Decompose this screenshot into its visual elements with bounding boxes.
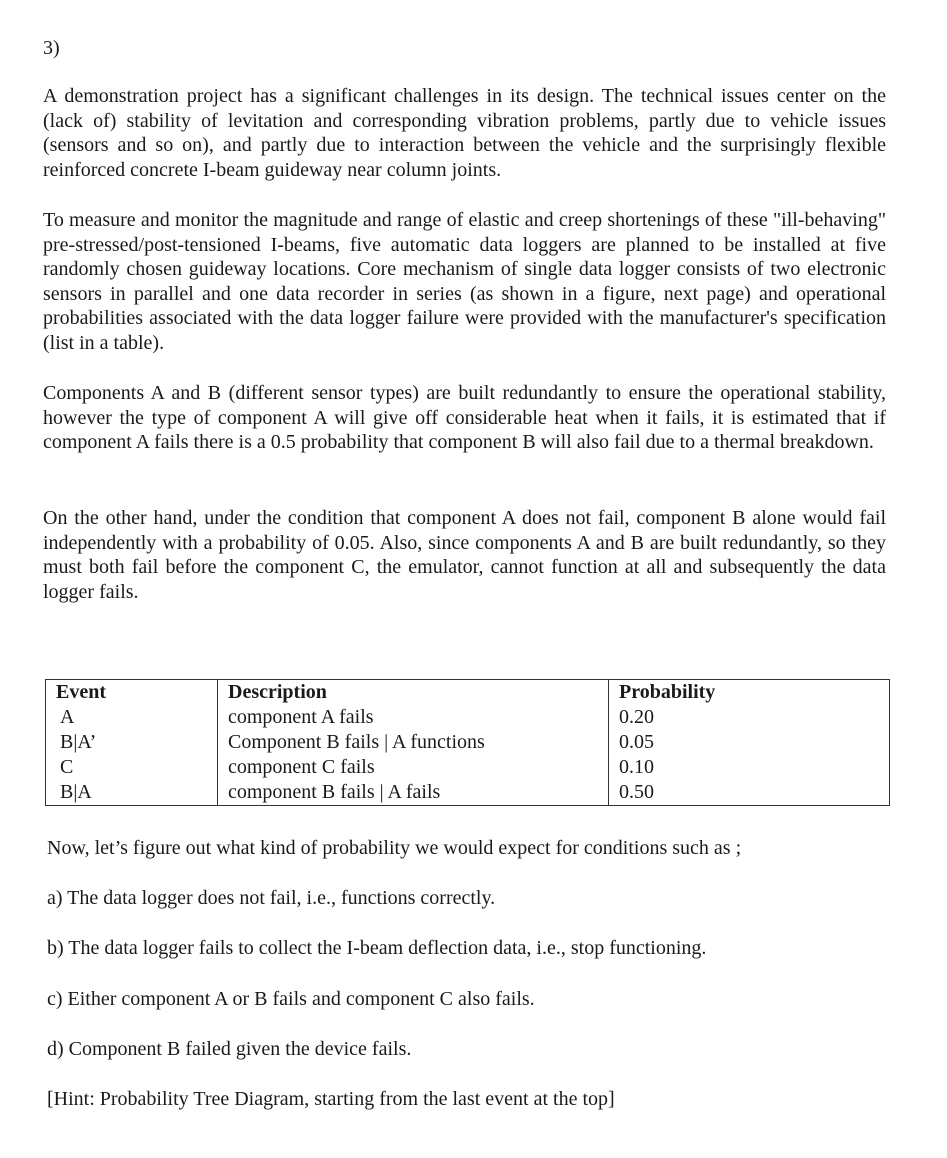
cell-event: C bbox=[46, 755, 218, 780]
probability-table bbox=[45, 679, 890, 806]
paragraph-conditional-failure: On the other hand, under the condition that component A does not fail, component B alone would fail independently with a probability of 0.05. Also, since components A and B are built redundantly, so they must both fail before the component C, the emulator, cannot function at all and subsequently the data logger fails. bbox=[43, 507, 886, 603]
question-b: b) The data logger fails to collect the I-beam deflection data, i.e., stop functioning. bbox=[47, 937, 707, 960]
cell-event: A bbox=[46, 705, 218, 730]
question-c: c) Either component A or B fails and component C also fails. bbox=[47, 987, 535, 1010]
header-description: Description bbox=[218, 680, 609, 706]
cell-probability: 0.05 bbox=[609, 730, 890, 755]
table-row bbox=[46, 755, 890, 780]
cell-probability: 0.10 bbox=[609, 755, 890, 780]
cell-description: component C fails bbox=[218, 755, 609, 780]
question-intro: Now, let’s figure out what kind of probability we would expect for conditions such as ; bbox=[47, 837, 742, 859]
cell-description: component B fails | A fails bbox=[218, 780, 609, 806]
paragraph-data-loggers: To measure and monitor the magnitude and range of elastic and creep shortenings of these "ill-behaving" pre-stressed/post-tensioned I-beams, five automatic data loggers are planned to be installed at five randomly chosen guideway locations. Core mechanism of single data logger consists of two electronic sensors in parallel and one data recorder in series (as shown in a figure, next page) and operational probabilities associated with the data logger failure were provided with the manufacturer's specification (list in a table). bbox=[43, 209, 886, 354]
cell-description: component A fails bbox=[218, 705, 609, 730]
paragraph-intro: A demonstration project has a significant challenges in its design. The technical issues center on the (lack of) stability of levitation and corresponding vibration problems, partly due to vehicle issues (sensors and so on), and partly due to interaction between the vehicle and the surprisingly flexible reinforced concrete I-beam guideway near column joints. bbox=[43, 85, 886, 181]
cell-description: Component B fails | A functions bbox=[218, 730, 609, 755]
table-header-row bbox=[46, 680, 890, 706]
hint: [Hint: Probability Tree Diagram, starting from the last event at the top] bbox=[47, 1087, 615, 1110]
cell-probability: 0.50 bbox=[609, 780, 890, 806]
table-row bbox=[46, 780, 890, 806]
table-row bbox=[46, 730, 890, 755]
table-row bbox=[46, 705, 890, 730]
question-a: a) The data logger does not fail, i.e., functions correctly. bbox=[47, 887, 496, 910]
cell-event: B|A bbox=[46, 780, 218, 806]
paragraph-components-a-b: Components A and B (different sensor types) are built redundantly to ensure the operational stability, however the type of component A will give off considerable heat when it fails, it is estimated that if component A fails there is a 0.5 probability that component B will also fail due to a thermal breakdown. bbox=[43, 382, 886, 454]
header-event: Event bbox=[46, 680, 218, 706]
question-number: 3) bbox=[43, 37, 60, 59]
question-d: d) Component B failed given the device fails. bbox=[47, 1037, 412, 1060]
cell-probability: 0.20 bbox=[609, 705, 890, 730]
cell-event: B|A’ bbox=[46, 730, 218, 755]
question-list bbox=[47, 836, 907, 1137]
header-probability: Probability bbox=[609, 680, 890, 706]
